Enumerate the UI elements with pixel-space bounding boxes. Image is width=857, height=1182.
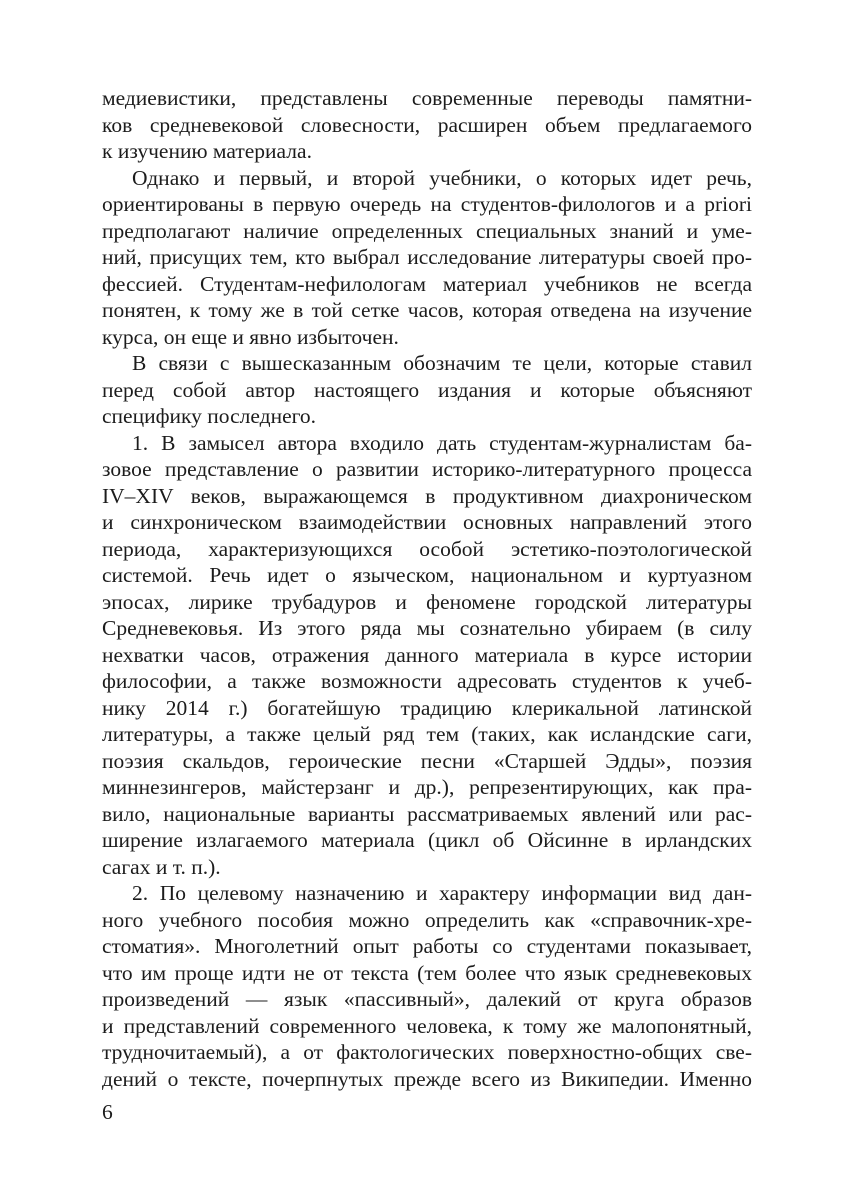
text-line: и синхроническом взаимодействии основных направлений этого — [102, 510, 752, 534]
text-line: предполагают наличие определенных специальных знаний и уме- — [102, 218, 752, 243]
text-line: дений о тексте, почерпнутых прежде всего из Википедии. Именно — [102, 1066, 752, 1091]
text-line: произведений — язык «пассивный», далекий от круга образов — [102, 987, 752, 1011]
text-line: зовое представление о развитии историко-литературного процесса — [102, 457, 752, 481]
text-line: медиевистики, представлены современные переводы памятни- — [102, 86, 752, 110]
text-line: литературы, а также целый ряд тем (таких, как исландские саги, — [102, 722, 752, 746]
text-line: и представлений современного человека, к тому же малопонятный, — [102, 1013, 752, 1038]
text-line: Однако и первый, и второй учебники, о которых идет речь, — [132, 165, 752, 190]
text-line: понятен, к тому же в той сетке часов, которая отведена на изучение — [102, 298, 752, 322]
text-line: периода, характеризующихся особой эстетико-поэтологической — [102, 536, 752, 561]
paragraph — [102, 880, 752, 1092]
text-line: 2. По целевому назначению и характеру информации вид дан- — [132, 881, 752, 905]
page-number: 6 — [102, 1100, 113, 1124]
text-line: трудночитаемый), а от фактологических поверхностно-общих све- — [102, 1040, 752, 1064]
text-line: вило, национальные варианты рассматриваемых явлений или рас- — [102, 801, 752, 826]
text-line: сагах и т. п.). — [102, 854, 221, 879]
paragraph — [102, 165, 752, 351]
paragraph — [102, 350, 752, 430]
text-line: философии, а также возможности адресовать студентов к учеб- — [102, 669, 752, 693]
paragraph — [102, 85, 752, 165]
paragraph — [102, 430, 752, 881]
body-text — [102, 85, 752, 1092]
text-line: ширение излагаемого материала (цикл об Ойсинне в ирландских — [102, 828, 752, 852]
text-line: миннезингеров, майстерзанг и др.), репрезентирующих, как пра- — [102, 775, 752, 799]
text-line: что им проще идти не от текста (тем более что язык средневековых — [102, 960, 752, 985]
text-line: ориентированы в первую очередь на студентов-филологов и a priori — [102, 192, 752, 216]
text-line: нику 2014 г.) богатейшую традицию клерикальной латинской — [102, 695, 752, 720]
text-line: ков средневековой словесности, расширен объем предлагаемого — [102, 112, 752, 137]
text-line: к изучению материала. — [102, 139, 312, 163]
text-line: специфику последнего. — [102, 404, 317, 428]
text-line: В связи с вышесказанным обозначим те цели, которые ставил — [132, 351, 752, 375]
text-line: IV–XIV веков, выражающемся в продуктивном диахроническом — [102, 483, 752, 508]
text-line: стоматия». Многолетний опыт работы со студентами показывает, — [102, 934, 752, 958]
text-line: ний, присущих тем, кто выбрал исследование литературы своей про- — [102, 245, 752, 269]
text-line: курса, он еще и явно избыточен. — [102, 324, 399, 349]
text-line: фессией. Студентам-нефилологам материал учебников не всегда — [102, 271, 752, 296]
text-line: перед собой автор настоящего издания и которые объясняют — [102, 377, 752, 402]
text-line: системой. Речь идет о языческом, национальном и куртуазном — [102, 563, 752, 587]
text-line: эпосах, лирике трубадуров и феномене городской литературы — [102, 589, 752, 614]
text-line: 1. В замысел автора входило дать студентам-журналистам ба- — [132, 430, 752, 455]
text-line: поэзия скальдов, героические песни «Старшей Эдды», поэзия — [102, 748, 752, 773]
text-line: ного учебного пособия можно определить как «справочник-хре- — [102, 907, 752, 932]
text-line: нехватки часов, отражения данного материала в курсе истории — [102, 642, 752, 667]
text-line: Средневековья. Из этого ряда мы сознательно убираем (в силу — [102, 616, 752, 640]
